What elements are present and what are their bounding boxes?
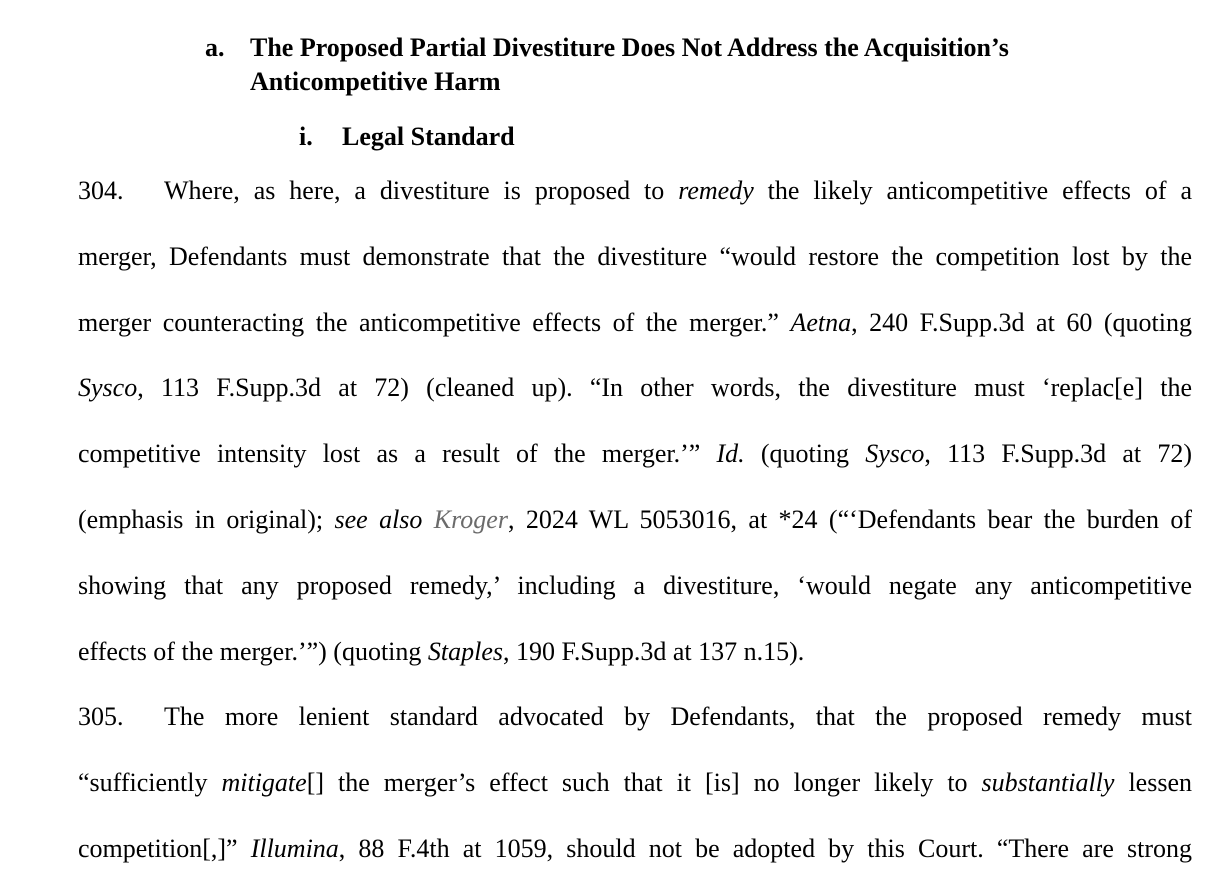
text-run: (quoting xyxy=(744,439,866,469)
italic-term-mitigate: mitigate xyxy=(221,767,307,797)
section-heading-a xyxy=(205,31,1105,99)
text-run: the likely anticompetitive effects of a xyxy=(753,176,1192,205)
paragraph-304 xyxy=(78,158,1192,684)
text-run: , 240 F.Supp.3d at 60 (quoting xyxy=(851,307,1192,337)
heading-i-title: Legal Standard xyxy=(342,122,515,151)
heading-a-line-2: Anticompetitive Harm xyxy=(250,67,501,96)
text-run: , 113 F.Supp.3d at 72) xyxy=(924,439,1193,469)
text-run: merger counteracting the anticompetitive effects of the merger.” xyxy=(78,307,791,337)
paragraph-number: 305. xyxy=(78,702,124,731)
text-run xyxy=(422,505,433,534)
case-name-staples: Staples xyxy=(427,636,504,666)
text-run: , 88 F.4th at 1059, should not be adopted by this Court. “There are strong xyxy=(338,833,1192,863)
paragraph-305 xyxy=(78,684,1192,881)
text-run: The more lenient standard advocated by Defendants, that the proposed remedy must xyxy=(164,702,1192,731)
text-run: competitive intensity lost as a result of the merger.’” xyxy=(78,439,717,469)
text-run: , 113 F.Supp.3d at 72) (cleaned up). “In other words, the divestiture must ‘replac[e] the xyxy=(137,373,1192,403)
text-run: , 2024 WL 5053016, at *24 (“‘Defendants bear the burden of xyxy=(507,504,1192,534)
text-run: Where, as here, a divestiture is proposed to xyxy=(164,176,679,205)
text-run: , 190 F.Supp.3d at 137 n.15). xyxy=(503,636,805,666)
subsection-heading-i xyxy=(299,120,699,154)
italic-term-remedy: remedy xyxy=(678,176,754,205)
case-name-kroger: Kroger xyxy=(433,504,508,534)
heading-a-line-1: The Proposed Partial Divestiture Does Not Address the Acquisition’s xyxy=(250,33,1009,62)
paragraph-number: 304. xyxy=(78,176,124,205)
text-run: effects of the merger.’”) (quoting xyxy=(78,636,428,666)
case-name-sysco: Sysco xyxy=(78,373,138,403)
text-run: [] the merger’s effect such that it [is] no longer likely to xyxy=(306,767,982,797)
text-run: showing that any proposed remedy,’ including a divestiture, ‘would negate any anticompetitive xyxy=(78,570,1192,600)
case-name-illumina: Illumina xyxy=(250,833,339,863)
case-name-aetna: Aetna xyxy=(790,307,852,337)
text-run: lessen xyxy=(1114,767,1192,797)
text-run: competition[,]” xyxy=(78,833,251,863)
text-run: “sufficiently xyxy=(78,767,222,797)
heading-a-number: a. xyxy=(205,33,225,62)
text-run: (emphasis in original); xyxy=(78,504,335,534)
heading-i-number: i. xyxy=(299,122,313,151)
italic-term-substantially: substantially xyxy=(981,767,1115,797)
text-run: merger, Defendants must demonstrate that the divestiture “would restore the competition lost by the xyxy=(78,241,1192,271)
citation-id: Id. xyxy=(716,439,745,469)
signal-see-also: see also xyxy=(334,504,423,534)
case-name-sysco: Sysco xyxy=(865,439,925,469)
